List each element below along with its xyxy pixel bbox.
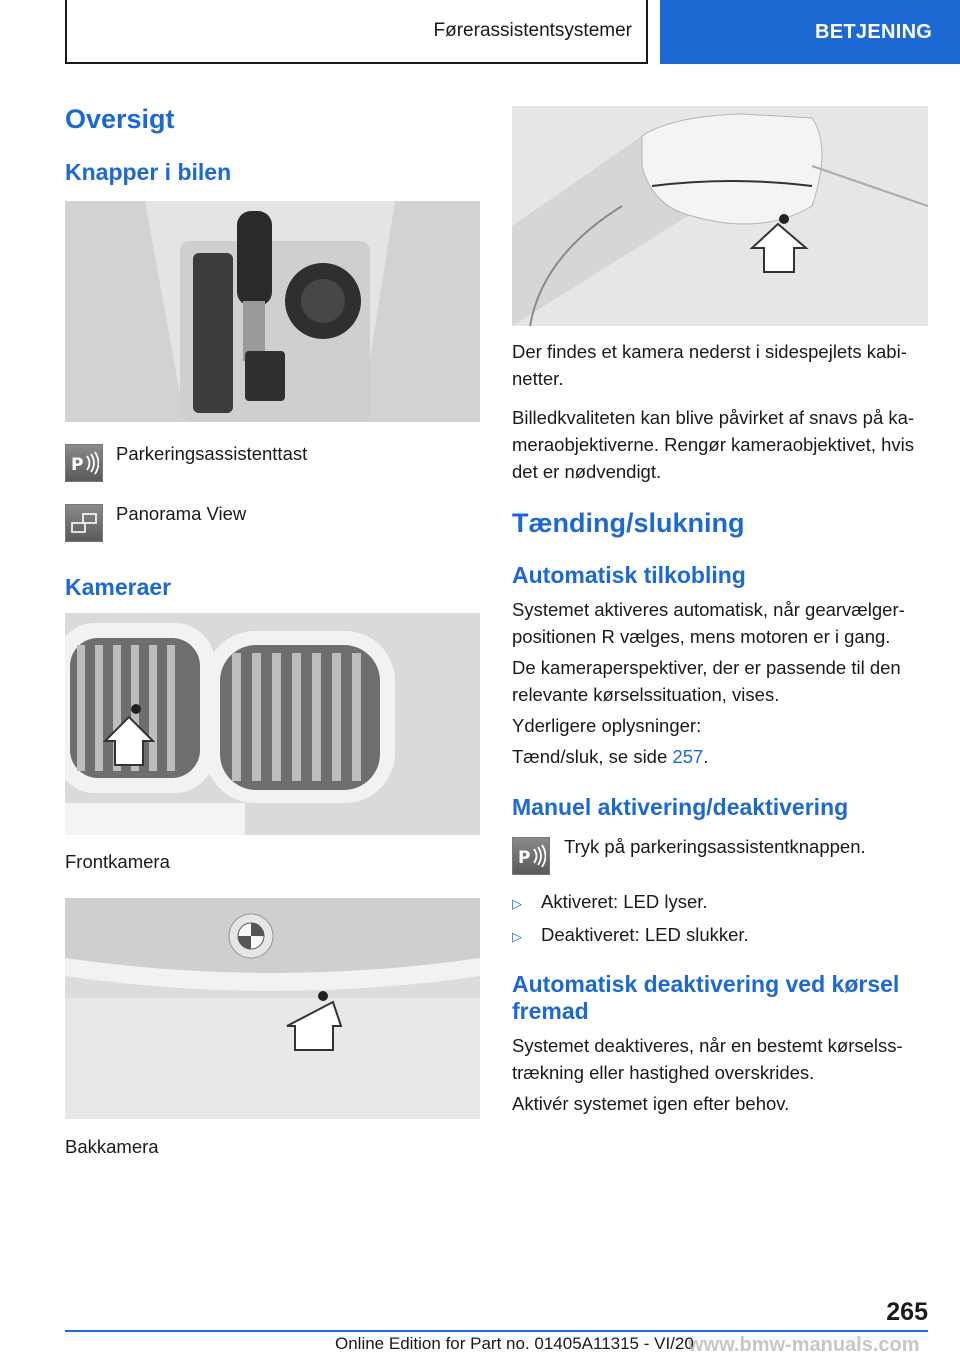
front-camera-caption: Frontkamera bbox=[65, 851, 170, 872]
auto-line-2: positionen R vælges, mens motoren er i gang. bbox=[512, 626, 891, 647]
header-chapter-title: BETJENING bbox=[815, 20, 933, 43]
rear-trunk-image bbox=[65, 898, 480, 1119]
forward-heading-line-1: Automatisk deaktivering ved kørsel bbox=[512, 971, 900, 997]
quality-line-1: Billedkvaliteten kan blive påvirket af snavs på ka- bbox=[512, 407, 915, 428]
bullet-item bbox=[512, 921, 522, 950]
svg-text:P: P bbox=[71, 455, 84, 475]
page-title: Oversigt bbox=[65, 104, 175, 134]
perspective-line-1: De kameraperspektiver, der er passende til den bbox=[512, 657, 901, 678]
forward-line-2: trækning eller hastighed overskrides. bbox=[512, 1062, 815, 1083]
more-info-text: Yderligere oplysninger: bbox=[512, 715, 702, 736]
bullet-text-deactivated: Deaktiveret: LED slukker. bbox=[541, 924, 749, 945]
reference-dot: . bbox=[703, 746, 709, 767]
front-grille-image bbox=[65, 613, 480, 835]
side-mirror-image bbox=[512, 106, 928, 326]
reference-label: Tænd/sluk, se side bbox=[512, 746, 673, 767]
mirror-camera-text bbox=[512, 338, 907, 392]
panorama-view-icon bbox=[65, 504, 103, 542]
header-section-title: Førerassistentsystemer bbox=[433, 20, 632, 41]
reference-page-link[interactable]: 257 bbox=[672, 746, 704, 767]
svg-text:P: P bbox=[518, 848, 531, 868]
button-label-panorama: Panorama View bbox=[116, 503, 247, 524]
auto-line-1: Systemet aktiveres automatisk, når gearvælger- bbox=[512, 599, 905, 620]
page-reference bbox=[512, 743, 708, 770]
cameras-heading: Kameraer bbox=[65, 574, 172, 600]
header-chapter-tab bbox=[660, 0, 960, 64]
auto-activation-heading: Automatisk tilkobling bbox=[512, 562, 746, 588]
forward-deactivation-heading bbox=[512, 971, 899, 1025]
buttons-heading: Knapper i bilen bbox=[65, 159, 232, 185]
bullet-triangle-icon: ▷ bbox=[512, 929, 522, 944]
perspective-text bbox=[512, 654, 901, 708]
page-number: 265 bbox=[886, 1298, 928, 1326]
bullet-triangle-icon: ▷ bbox=[512, 896, 522, 911]
manual-heading: Manuel aktivering/deaktivering bbox=[512, 794, 849, 820]
header-section-box bbox=[65, 0, 648, 64]
bullet-text-activated: Aktiveret: LED lyser. bbox=[541, 891, 708, 912]
footer-watermark: www.bmw-manuals.com bbox=[688, 1334, 920, 1356]
reactivate-text: Aktivér systemet igen efter behov. bbox=[512, 1093, 790, 1114]
forward-deactivation-text bbox=[512, 1032, 903, 1086]
parking-assist-icon bbox=[65, 444, 103, 482]
quality-line-2: meraobjektiverne. Rengør kameraobjektivet, hvis bbox=[512, 434, 915, 455]
manual-instruction: Tryk på parkeringsassistentknappen. bbox=[564, 836, 866, 857]
mirror-text-line-2: netter. bbox=[512, 368, 564, 389]
mirror-text-line-1: Der findes et kamera nederst i sidespejlets kabi- bbox=[512, 341, 907, 362]
parking-assist-icon-manual bbox=[512, 837, 550, 875]
onoff-title: Tænding/slukning bbox=[512, 508, 745, 538]
center-console-image bbox=[65, 201, 480, 422]
rear-camera-caption: Bakkamera bbox=[65, 1136, 159, 1157]
footer-edition: Online Edition for Part no. 01405A11315 - VI/20 bbox=[335, 1334, 694, 1353]
quality-line-3: det er nødvendigt. bbox=[512, 461, 662, 482]
button-label-parking: Parkeringsassistenttast bbox=[116, 443, 308, 464]
image-quality-text bbox=[512, 404, 914, 485]
forward-line-1: Systemet deaktiveres, når en bestemt kørselss- bbox=[512, 1035, 903, 1056]
footer-rule bbox=[65, 1330, 928, 1332]
auto-activation-text bbox=[512, 596, 905, 650]
forward-heading-line-2: fremad bbox=[512, 998, 589, 1024]
perspective-line-2: relevante kørselssituation, vises. bbox=[512, 684, 780, 705]
bullet-item bbox=[512, 888, 522, 917]
